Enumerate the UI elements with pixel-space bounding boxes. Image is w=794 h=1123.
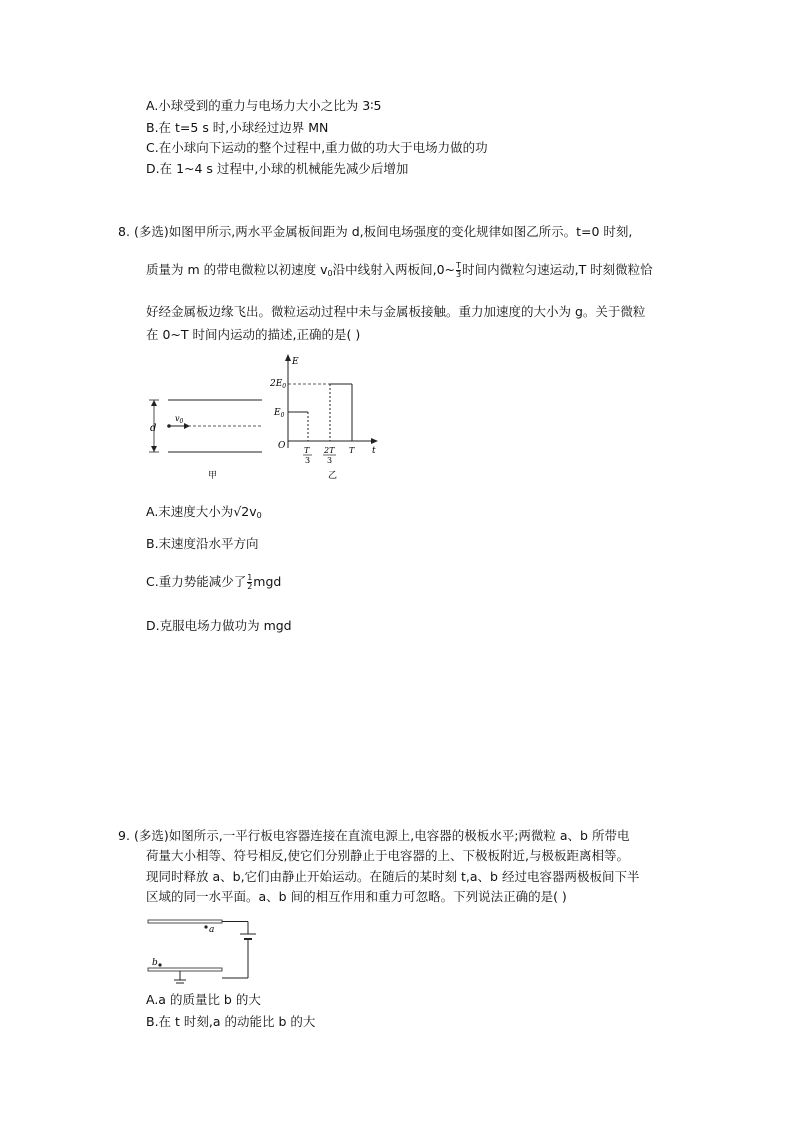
origin-label: O [278,441,286,451]
v0-label: $v_0$ [175,414,184,425]
q9-stem-line4: 区域的同一水平面。a、b 间的相互作用和重力可忽略。下列说法正确的是( ) [146,889,567,904]
q8-option-a [146,504,262,524]
q8-option-c-mgd: mgd [253,574,282,589]
q8-stem-fraction [456,262,461,279]
q8-figure-yi [268,352,388,488]
q8-stem-line2-sub: 0 [327,269,333,278]
q9-option-b: B.在 t 时刻,a 的动能比 b 的大 [146,1014,316,1029]
y-axis-label: E [292,357,299,367]
q8-stem-line2-a: 质量为 m 的带电微粒以初速度 v [146,262,328,277]
q9-capacitor-figure [144,910,256,988]
lower-plate [148,968,222,971]
q8-stem-frac-num: T [456,261,461,270]
q7-option-b: B.在 t=5 s 时,小球经过边界 MN [146,120,329,135]
q9-stem-line1: (多选)如图所示,一平行板电容器连接在直流电源上,电容器的极板水平;两微粒 a、b 所带电 [134,828,630,843]
q8-option-c-den: 2 [247,582,253,591]
y-tick-2e0: $2E_0$ [270,379,287,390]
q8-option-b: B.末速度沿水平方向 [146,536,259,551]
q8-stem-line1: (多选)如图甲所示,两水平金属板间距为 d,板间电场强度的变化规律如图乙所示。t=0 时刻, [134,224,633,239]
x-tick-2t3-num: 2T [324,446,335,455]
q7-option-c: C.在小球向下运动的整个过程中,重力做的功大于电场力做的功 [146,140,488,155]
q9-stem-line2: 荷量大小相等、符号相反,使它们分别静止于电容器的上、下极板附近,与极板距离相等。 [146,848,629,863]
x-tick-t: T [349,446,355,455]
q8-option-a-sub: 0 [256,511,262,520]
q8-stem-line4: 在 0~T 时间内运动的描述,正确的是( ) [146,327,361,342]
d-arrow-up [151,400,157,406]
q7-option-d: D.在 1~4 s 过程中,小球的机械能先减少后增加 [146,161,409,176]
upper-plate [148,920,222,923]
q8-option-d: D.克服电场力做功为 mgd [146,618,292,633]
q8-stem-line2-b: 沿中线射入两板间,0~ [332,262,455,277]
x-tick-2t3-den: 3 [327,456,333,465]
y-tick-e0: $E_0$ [274,408,285,419]
x-tick-t3-num: T [304,446,310,455]
q8-option-c [146,574,281,591]
particle-b-label: b [152,958,158,968]
q8-option-c-text: C.重力势能减少了 [146,574,247,589]
x-axis-label: t [372,446,376,456]
particle-a [204,925,207,928]
q7-option-a: A.小球受到的重力与电场力大小之比为 3∶5 [146,98,382,113]
q8-option-c-num: 1 [247,573,253,582]
q9-stem-line3: 现同时释放 a、b,它们由静止开始运动。在随后的某时刻 t,a、b 经过电容器两极板间下半 [146,869,640,884]
caption-yi: 乙 [328,471,338,481]
q8-option-a-sqrt: √2 [233,504,250,519]
q8-stem-line2-c: 时间内微粒匀速运动,T 时刻微粒恰 [462,262,653,277]
q8-number: 8. [118,224,130,239]
q8-stem-line3: 好经金属板边缘飞出。微粒运动过程中未与金属板接触。重力加速度的大小为 g。关于微粒 [146,304,646,319]
q8-option-c-fraction [247,574,252,591]
q8-option-a-v: v [249,504,257,519]
particle-a-label: a [209,925,215,935]
caption-jia: 甲 [208,471,218,481]
q8-option-a-text: A.末速度大小为 [146,504,234,519]
q8-figure-jia [144,392,264,492]
q9-number: 9. [118,828,130,843]
x-tick-t3-den: 3 [305,456,311,465]
q8-stem-frac-den: 3 [456,270,462,279]
d-label: d [150,423,157,434]
particle-b [158,963,161,966]
d-arrow-down [151,446,157,452]
q9-option-a: A.a 的质量比 b 的大 [146,992,261,1007]
q8-stem-line2 [146,262,653,282]
